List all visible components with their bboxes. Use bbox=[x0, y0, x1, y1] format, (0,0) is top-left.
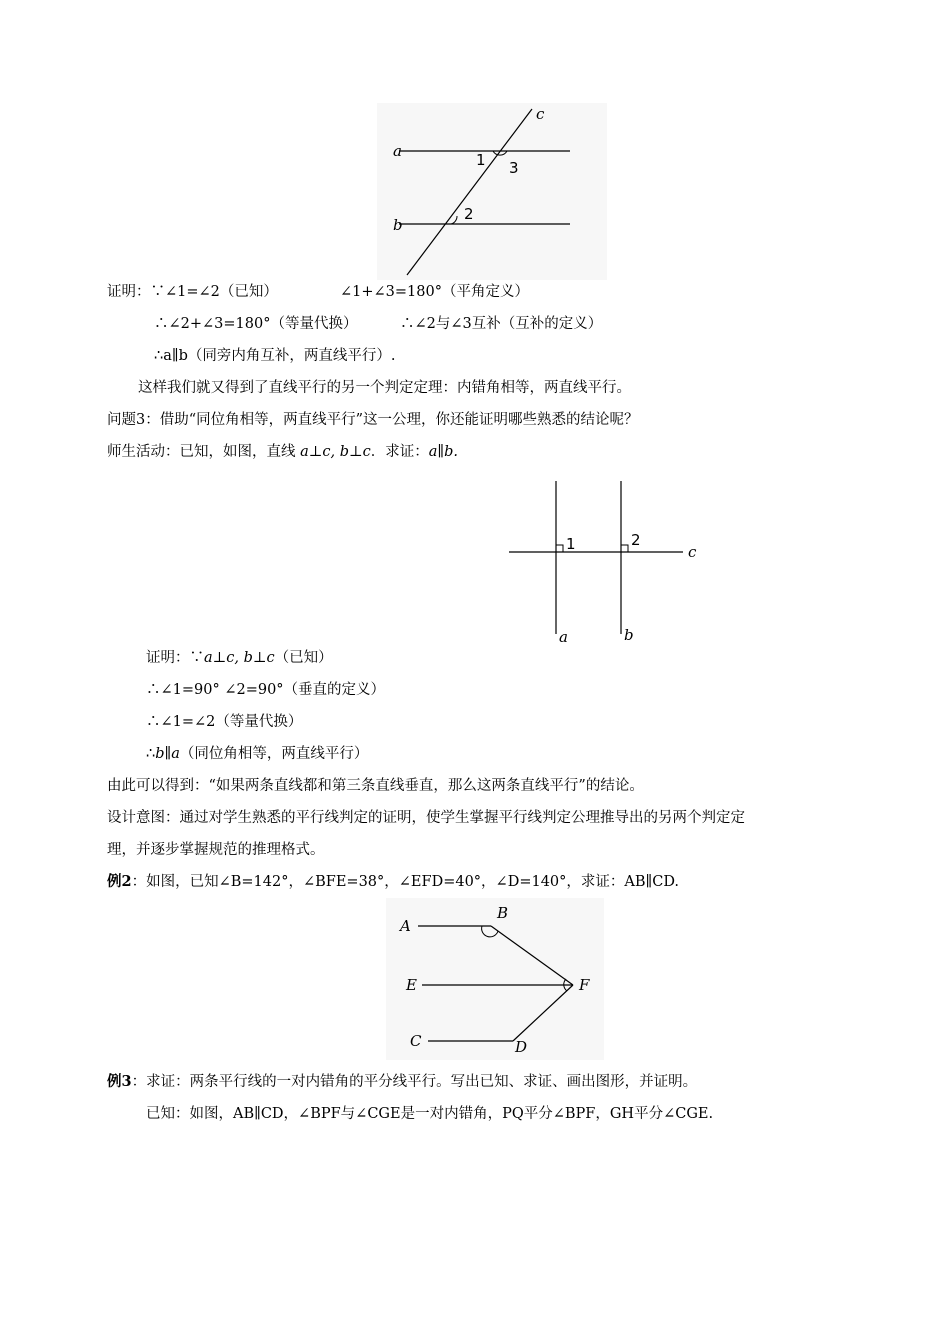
label-2: 2 bbox=[631, 531, 641, 549]
label-2: 2 bbox=[464, 205, 474, 223]
label-A: A bbox=[400, 917, 411, 935]
proof1-line2b: ∴∠2与∠3互补（互补的定义） bbox=[400, 316, 603, 332]
proof1-line3: ∴a∥b（同旁内角互补，两直线平行）. bbox=[154, 348, 396, 364]
proof2-line3: ∴∠1=∠2（等量代换） bbox=[146, 714, 303, 730]
label-3: 3 bbox=[509, 159, 519, 177]
proof1-line2a: ∴∠2+∠3=180°（等量代换） bbox=[154, 316, 358, 332]
proof2-therefore: ∴ bbox=[146, 746, 156, 762]
label-c: c bbox=[536, 105, 545, 123]
example3-label: 例3 bbox=[107, 1073, 132, 1090]
activity-prefix: 师生活动：已知，如图，直线 bbox=[107, 444, 296, 460]
label-B: B bbox=[497, 904, 509, 922]
example3-text: ：求证：两条平行线的一对内错角的平分线平行。写出已知、求证、画出图形，并证明。 bbox=[131, 1074, 698, 1090]
proof2-line2: ∴∠1=90° ∠2=90°（垂直的定义） bbox=[146, 682, 386, 698]
activity-line bbox=[107, 442, 458, 462]
proof2-prefix: 证明：∵ bbox=[146, 650, 204, 666]
conclusion-text: 由此可以得到：“如果两条直线都和第三条直线垂直，那么这两条直线平行”的结论。 bbox=[107, 778, 644, 794]
label-1: 1 bbox=[476, 151, 486, 169]
design-intent-line2: 理，并逐步掌握规范的推理格式。 bbox=[107, 842, 325, 858]
figure-perpendicular-lines bbox=[505, 477, 705, 647]
theorem-text: 这样我们就又得到了直线平行的另一个判定定理：内错角相等，两直线平行。 bbox=[138, 380, 631, 396]
label-b: b bbox=[393, 216, 403, 234]
proof2-reason: （已知） bbox=[274, 650, 333, 666]
activity-prove-label: ．求证： bbox=[370, 444, 429, 460]
activity-prove: a∥b. bbox=[428, 444, 459, 460]
proof2-line4 bbox=[146, 744, 368, 764]
design-intent-line1: 设计意图：通过对学生熟悉的平行线判定的证明，使学生掌握平行线判定公理推导出的另两个判定定 bbox=[107, 810, 745, 826]
proof2-line1 bbox=[146, 648, 333, 668]
example2-label: 例2 bbox=[107, 873, 132, 890]
label-a: a bbox=[393, 142, 402, 160]
question3: 问题3：借助“同位角相等，两直线平行”这一公理，你还能证明哪些熟悉的结论呢？ bbox=[107, 412, 639, 428]
proof2-conclusion: b∥a bbox=[155, 746, 180, 762]
proof1-line1b: ∠1+∠3=180°（平角定义） bbox=[340, 284, 529, 300]
label-F: F bbox=[579, 976, 590, 994]
example2 bbox=[107, 872, 679, 892]
proof2-conclusion-reason: （同位角相等，两直线平行） bbox=[179, 746, 369, 762]
figure-example2 bbox=[386, 898, 604, 1060]
label-E: E bbox=[406, 976, 417, 994]
example3-given: 已知：如图，AB∥CD，∠BPF与∠CGE是一对内错角，PQ平分∠BPF，GH平分∠CGE. bbox=[146, 1106, 714, 1122]
proof2-given: a⊥c, b⊥c bbox=[204, 650, 275, 666]
label-c: c bbox=[688, 543, 697, 561]
label-b: b bbox=[624, 626, 634, 644]
label-D: D bbox=[515, 1038, 528, 1056]
label-a: a bbox=[559, 628, 568, 646]
label-C: C bbox=[410, 1032, 422, 1050]
label-1: 1 bbox=[566, 535, 576, 553]
example2-text: ：如图，已知∠B=142°，∠BFE=38°，∠EFD=40°，∠D=140°，求证：AB∥CD. bbox=[131, 874, 680, 890]
activity-given: a⊥c, b⊥c bbox=[300, 444, 371, 460]
figure-parallel-lines-transversal bbox=[377, 103, 607, 280]
proof1-line1a: 证明：∵∠1=∠2（已知） bbox=[107, 284, 278, 300]
example3 bbox=[107, 1072, 697, 1092]
